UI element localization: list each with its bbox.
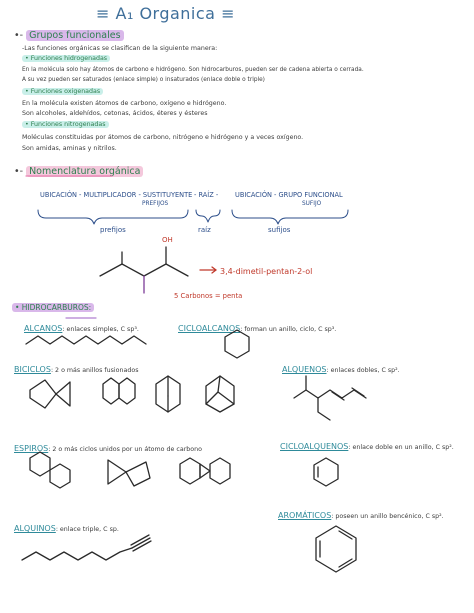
alquinos-desc: : enlace triple, C sp. [55, 526, 119, 533]
line-amidas: Son amidas, aminas y nitrilos. [22, 145, 117, 152]
spiro-3-hex-left [180, 458, 200, 484]
under-sufijo: SUFIJO [302, 201, 322, 207]
example-name: 3,4-dimetil-pentan-2-ol [220, 267, 313, 276]
under-prefijos: PREFIJOS [142, 201, 169, 207]
carbons-note: 5 Carbonos = penta [174, 292, 243, 300]
bicyclo-triangle [56, 382, 70, 406]
biciclos-desc: : 2 o más anillos fusionados [50, 367, 139, 374]
brace-sufijos: sufijos [268, 226, 291, 234]
alquenos-desc: : enlaces dobles, C sp². [326, 367, 400, 374]
alcano-chain [26, 336, 146, 344]
sub-oxigenadas-text: • Funciones oxigenadas [22, 88, 103, 95]
formula-right: UBICACIÓN - GRUPO FUNCIONAL [235, 191, 343, 199]
nomenclatura-heading-text: Nomenclatura orgánica [26, 166, 143, 177]
cicloalquenos-desc: : enlace doble en un anillo, C sp². [348, 444, 454, 451]
bicyclo-bridged-2-inner-2 [206, 392, 218, 404]
aromaticos-label: AROMÁTICOS [278, 511, 332, 520]
alquinos-label: ALQUINOS [14, 524, 56, 533]
hidrocarburos-heading-text: • HIDROCARBUROS: [12, 303, 94, 312]
benzene-ring [316, 526, 356, 572]
espiros-label: ESPIROS [14, 444, 49, 453]
alkyne-chain [22, 548, 132, 560]
cyclohexane-ring [225, 330, 249, 358]
main-chain-bonds [100, 264, 188, 276]
bicyclo-hexagon-right [119, 378, 135, 404]
brace-raiz: raíz [198, 226, 211, 234]
line-nitrogenadas: Moléculas constituidas por átomos de carbono, nitrógeno e hidrógeno y a veces oxígeno. [22, 134, 304, 141]
cicloalquenos-label: CICLOALQUENOS [280, 442, 349, 451]
sub-hidrogenadas-text: • Funciones hidrogenadas [22, 55, 110, 62]
page-title: ≡ A₁ Organica ≡ [96, 4, 235, 23]
line-hidrocarburos: En la molécula solo hay átomos de carbono e hidrógeno. Son hidrocarburos, pueden ser de cadena abierta o cerrada. [22, 67, 364, 73]
alkene-double-bond-1 [332, 392, 344, 400]
bicyclo-hexagon-left [103, 378, 119, 404]
sub-nitrogenadas-text: • Funciones nitrogenadas [22, 121, 109, 128]
espiros-desc: : 2 o más ciclos unidos por un átomo de carbono [48, 446, 202, 453]
grupos-heading-text: Grupos funcionales [26, 30, 123, 41]
line-saturados: A su vez pueden ser saturados (enlace simple) o insaturados (enlace doble o triple) [22, 77, 265, 83]
formula-mid: - RAÍZ - [194, 191, 219, 199]
brace-sufijos-shape [232, 210, 348, 224]
line-alcoholes: Son alcoholes, aldehídos, cetonas, ácidos, éteres y ésteres [22, 110, 208, 117]
line-oxigenadas: En la molécula existen átomos de carbono, oxígeno e hidrógeno. [22, 100, 227, 107]
grupos-intro: -Las funciones orgánicas se clasifican de la siguiente manera: [22, 45, 218, 52]
spiro-square-right [126, 462, 150, 486]
spiro-triangle-left [108, 460, 126, 484]
alkene-double-bond-2 [352, 388, 364, 396]
brace-prefijos: prefijos [100, 226, 126, 234]
cicloalcanos-label: CICLOALCANOS [178, 324, 241, 333]
brace-raiz-shape [196, 210, 220, 222]
grupos-heading: •- Grupos funcionales [14, 30, 124, 41]
spiro-3-triangle [200, 464, 210, 478]
alquenos-label: ALQUENOS [282, 365, 327, 374]
brace-prefijos-shape [38, 210, 188, 224]
spiro-hexagon-1 [30, 452, 50, 476]
cicloalcanos-desc: : forman un anillo, ciclo, C sp³. [240, 326, 337, 333]
alcanos-desc: : enlaces simples, C sp³. [62, 326, 139, 333]
biciclos-label: BICICLOS [14, 365, 51, 374]
spiro-3-hex-right [210, 458, 230, 484]
formula-left: UBICACIÓN - MULTIPLICADOR - SUSTITUYENTE [40, 191, 193, 199]
bicyclo-pentagon [30, 380, 56, 408]
nomenclatura-heading: •- Nomenclatura orgánica [14, 166, 143, 177]
alcanos-label: ALCANOS [24, 324, 63, 333]
aromaticos-desc: : poseen un anillo bencénico, C sp². [331, 513, 444, 520]
oh-label: OH [162, 236, 173, 244]
alkene-branch-down [318, 398, 330, 420]
spiro-hexagon-2 [50, 464, 70, 488]
alkene-main-chain [294, 390, 366, 398]
